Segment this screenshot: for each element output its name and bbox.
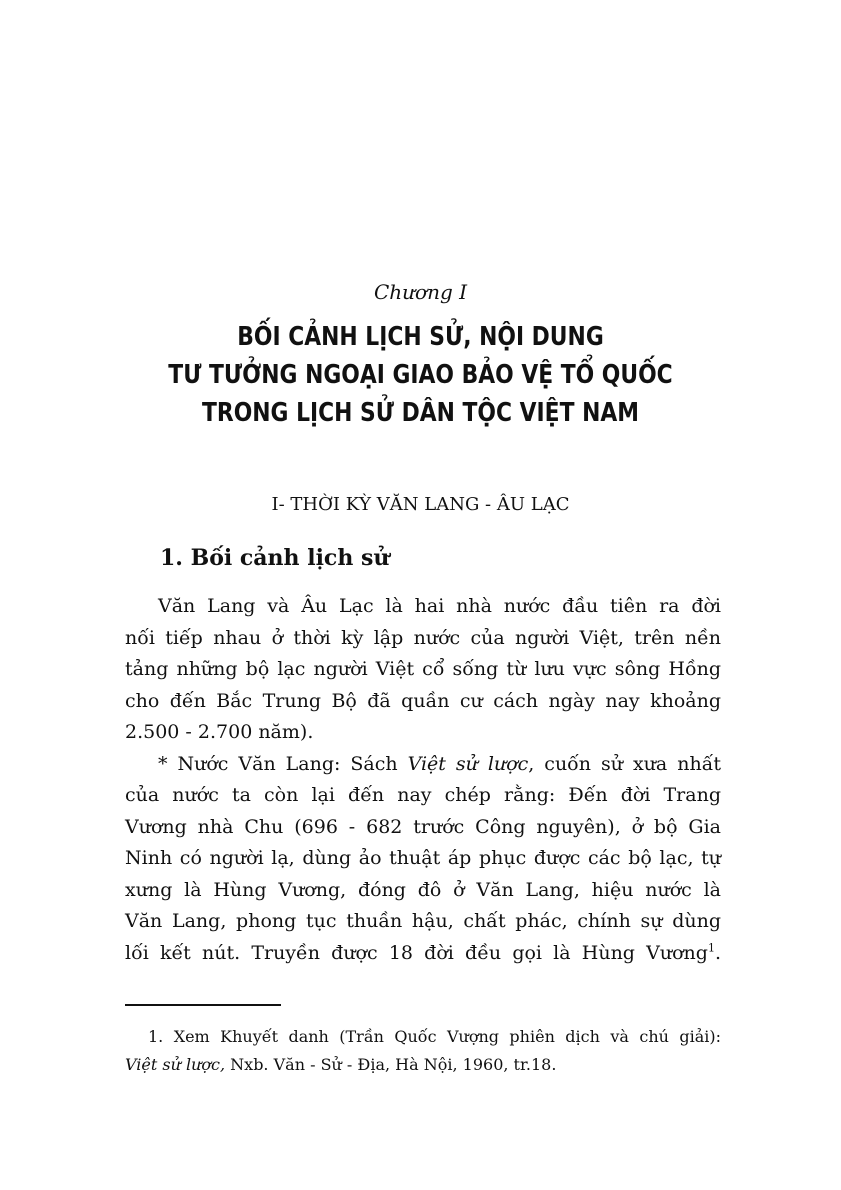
text-fragment: Nxb. Văn - Sử - Địa, Hà Nội, 1960, tr.18. bbox=[225, 1055, 557, 1074]
footnote-line bbox=[125, 1051, 721, 1079]
text-line bbox=[125, 749, 721, 781]
text-line: Văn Lang, phong tục thuần hậu, chất phác, chính sự dùng bbox=[125, 910, 721, 932]
text-fragment: , cuốn sử xưa nhất bbox=[528, 752, 721, 775]
text-line: tảng những bộ lạc người Việt cổ sống từ lưu vực sông Hồng bbox=[125, 658, 721, 680]
book-title: Việt sử lược bbox=[407, 752, 529, 775]
paragraph-2 bbox=[125, 749, 721, 970]
text-line: xưng là Hùng Vương, đóng đô ở Văn Lang, hiệu nước là bbox=[125, 878, 721, 901]
text-line: Văn Lang và Âu Lạc là hai nhà nước đầu tiên ra đời bbox=[158, 595, 721, 617]
text-fragment: . bbox=[714, 941, 721, 964]
text-line: của nước ta còn lại đến nay chép rằng: Đến đời Trang bbox=[125, 784, 721, 806]
text-fragment: lối kết nút. Truyền được 18 đời đều gọi là Hùng Vương bbox=[125, 941, 708, 964]
chapter-title-line: BỐI CẢNH LỊCH SỬ, NỘI DUNG bbox=[237, 322, 604, 352]
paragraph-1 bbox=[125, 591, 721, 749]
footnote-divider bbox=[125, 1004, 281, 1006]
footnote bbox=[125, 1023, 721, 1079]
chapter-title bbox=[67, 318, 773, 432]
text-line: Vương nhà Chu (696 - 682 trước Công nguyên), ở bộ Gia bbox=[125, 815, 721, 838]
chapter-title-line: TƯ TƯỞNG NGOẠI GIAO BẢO VỆ TỔ QUỐC bbox=[168, 360, 673, 390]
text-line: Ninh có người lạ, dùng ảo thuật áp phục được các bộ lạc, tự bbox=[125, 847, 721, 869]
text-line: nối tiếp nhau ở thời kỳ lập nước của người Việt, trên nền bbox=[125, 626, 721, 649]
chapter-label: Chương I bbox=[373, 280, 468, 304]
section-heading: 1. Bối cảnh lịch sử bbox=[160, 545, 390, 571]
footnote-marker: 1 bbox=[707, 941, 715, 955]
part-heading: I- THỜI KỲ VĂN LANG - ÂU LẠC bbox=[271, 494, 570, 515]
book-title: Việt sử lược, bbox=[125, 1055, 226, 1074]
text-line: 2.500 - 2.700 năm). bbox=[125, 721, 314, 743]
text-line: cho đến Bắc Trung Bộ đã quần cư cách ngày nay khoảng bbox=[125, 689, 721, 712]
footnote-line: 1. Xem Khuyết danh (Trần Quốc Vượng phiên dịch và chú giải): bbox=[148, 1027, 721, 1046]
text-line bbox=[125, 938, 721, 970]
chapter-title-line: TRONG LỊCH SỬ DÂN TỘC VIỆT NAM bbox=[201, 398, 639, 428]
text-fragment: * Nước Văn Lang: Sách bbox=[158, 752, 408, 775]
